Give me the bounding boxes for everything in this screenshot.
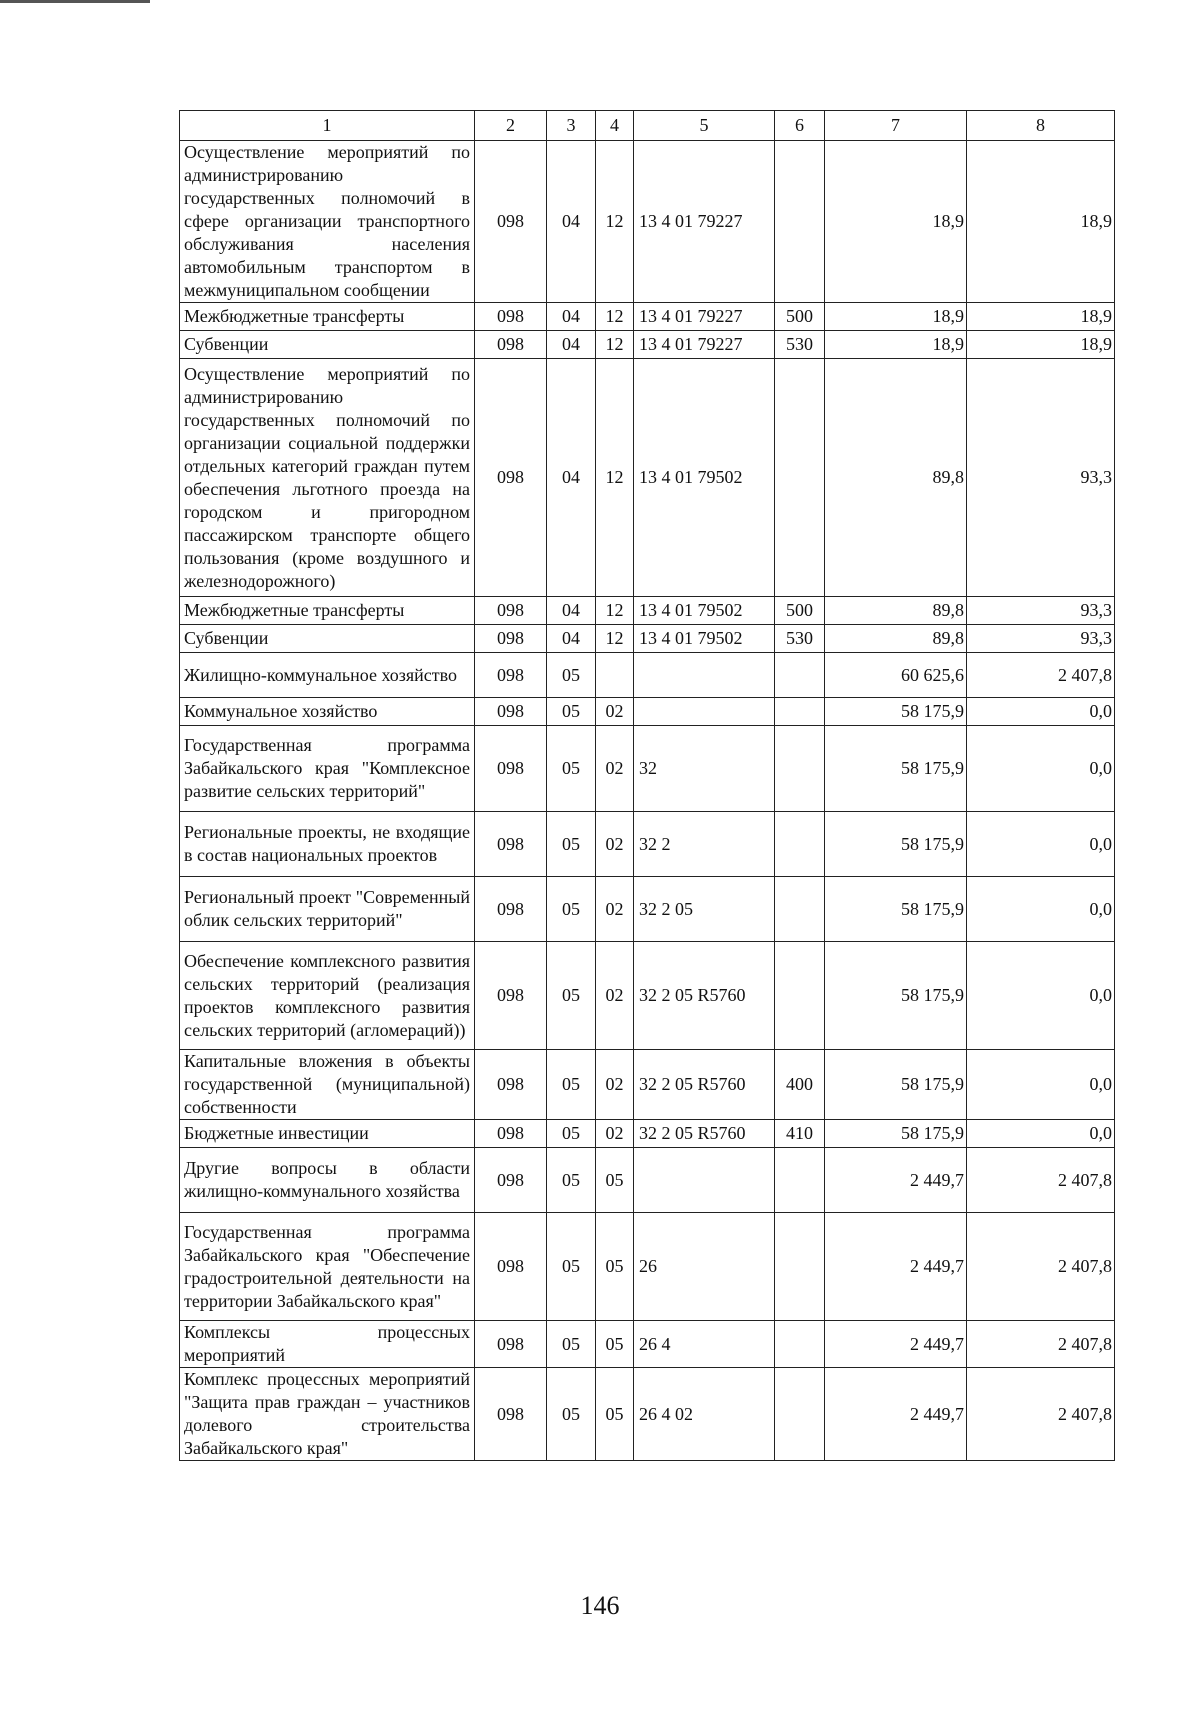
cell-amount-year-2: 2 407,8 xyxy=(967,1321,1115,1368)
cell-target-article: 26 4 xyxy=(634,1321,775,1368)
cell-description: Обеспечение комплексного развития сельских территорий (реализация проектов комплексного развития сельских территорий (агломераций)) xyxy=(180,942,475,1050)
table-row xyxy=(180,331,1115,359)
cell-expense-type xyxy=(775,141,825,303)
cell-subsection: 12 xyxy=(596,141,634,303)
cell-target-article xyxy=(634,698,775,726)
cell-ministry-code: 098 xyxy=(475,1213,547,1321)
cell-amount-year-2: 18,9 xyxy=(967,141,1115,303)
cell-expense-type xyxy=(775,1213,825,1321)
cell-subsection: 02 xyxy=(596,942,634,1050)
cell-subsection: 02 xyxy=(596,812,634,877)
cell-ministry-code: 098 xyxy=(475,625,547,653)
header-cell-2: 2 xyxy=(475,111,547,141)
cell-subsection: 05 xyxy=(596,1321,634,1368)
cell-amount-year-1: 2 449,7 xyxy=(825,1368,967,1461)
cell-amount-year-1: 18,9 xyxy=(825,141,967,303)
cell-amount-year-2: 18,9 xyxy=(967,331,1115,359)
cell-section: 05 xyxy=(547,1050,596,1120)
table-body xyxy=(180,141,1115,1461)
cell-description: Осуществление мероприятий по администрированию государственных полномочий в сфере организации транспортного обслуживания населения автомобильным транспортом в межмуниципальном сообщении xyxy=(180,141,475,303)
cell-ministry-code: 098 xyxy=(475,1120,547,1148)
cell-section: 05 xyxy=(547,1321,596,1368)
cell-subsection: 12 xyxy=(596,331,634,359)
cell-ministry-code: 098 xyxy=(475,726,547,812)
cell-description: Осуществление мероприятий по администрированию государственных полномочий по организации социальной поддержки отдельных категорий граждан путем обеспечения льготного проезда на городском и пригородном пассажирском транспорте общего пользования (кроме воздушного и железнодорожного) xyxy=(180,359,475,597)
cell-description: Региональные проекты, не входящие в состав национальных проектов xyxy=(180,812,475,877)
cell-description: Региональный проект "Современный облик сельских территорий" xyxy=(180,877,475,942)
cell-subsection: 12 xyxy=(596,625,634,653)
cell-target-article: 13 4 01 79227 xyxy=(634,303,775,331)
cell-target-article: 32 2 05 R5760 xyxy=(634,1120,775,1148)
cell-expense-type xyxy=(775,942,825,1050)
cell-amount-year-2: 0,0 xyxy=(967,877,1115,942)
cell-expense-type xyxy=(775,726,825,812)
cell-expense-type xyxy=(775,653,825,698)
cell-amount-year-1: 58 175,9 xyxy=(825,1050,967,1120)
cell-amount-year-1: 58 175,9 xyxy=(825,942,967,1050)
cell-ministry-code: 098 xyxy=(475,359,547,597)
cell-subsection: 05 xyxy=(596,1368,634,1461)
cell-description: Другие вопросы в области жилищно-коммунального хозяйства xyxy=(180,1148,475,1213)
cell-ministry-code: 098 xyxy=(475,877,547,942)
cell-amount-year-2: 93,3 xyxy=(967,625,1115,653)
cell-target-article: 13 4 01 79227 xyxy=(634,141,775,303)
table-row xyxy=(180,303,1115,331)
cell-ministry-code: 098 xyxy=(475,698,547,726)
cell-target-article: 32 2 05 R5760 xyxy=(634,1050,775,1120)
cell-amount-year-2: 0,0 xyxy=(967,942,1115,1050)
cell-target-article: 13 4 01 79502 xyxy=(634,625,775,653)
cell-ministry-code: 098 xyxy=(475,1321,547,1368)
cell-amount-year-1: 18,9 xyxy=(825,331,967,359)
cell-expense-type: 500 xyxy=(775,597,825,625)
cell-expense-type xyxy=(775,698,825,726)
cell-ministry-code: 098 xyxy=(475,303,547,331)
cell-description: Комплекс процессных мероприятий "Защита прав граждан – участников долевого строительства Забайкальского края" xyxy=(180,1368,475,1461)
cell-ministry-code: 098 xyxy=(475,653,547,698)
cell-amount-year-1: 2 449,7 xyxy=(825,1213,967,1321)
cell-amount-year-1: 89,8 xyxy=(825,597,967,625)
cell-description: Межбюджетные трансферты xyxy=(180,597,475,625)
cell-subsection: 12 xyxy=(596,359,634,597)
table-row xyxy=(180,1050,1115,1120)
cell-section: 04 xyxy=(547,359,596,597)
cell-section: 04 xyxy=(547,597,596,625)
cell-amount-year-1: 2 449,7 xyxy=(825,1321,967,1368)
table-row xyxy=(180,625,1115,653)
cell-target-article: 13 4 01 79227 xyxy=(634,331,775,359)
cell-expense-type: 410 xyxy=(775,1120,825,1148)
cell-amount-year-2: 0,0 xyxy=(967,1050,1115,1120)
cell-description: Субвенции xyxy=(180,625,475,653)
cell-expense-type xyxy=(775,877,825,942)
cell-section: 05 xyxy=(547,1368,596,1461)
cell-description: Бюджетные инвестиции xyxy=(180,1120,475,1148)
cell-amount-year-1: 89,8 xyxy=(825,625,967,653)
cell-section: 04 xyxy=(547,331,596,359)
cell-ministry-code: 098 xyxy=(475,812,547,877)
cell-section: 05 xyxy=(547,698,596,726)
cell-target-article: 32 2 05 xyxy=(634,877,775,942)
cell-expense-type xyxy=(775,1321,825,1368)
cell-subsection: 02 xyxy=(596,1120,634,1148)
cell-target-article: 32 2 05 R5760 xyxy=(634,942,775,1050)
cell-section: 05 xyxy=(547,653,596,698)
cell-section: 05 xyxy=(547,726,596,812)
table-row xyxy=(180,812,1115,877)
cell-target-article: 13 4 01 79502 xyxy=(634,359,775,597)
header-cell-1: 1 xyxy=(180,111,475,141)
table-row xyxy=(180,1148,1115,1213)
cell-target-article: 32 2 xyxy=(634,812,775,877)
cell-amount-year-2: 0,0 xyxy=(967,698,1115,726)
cell-description: Капитальные вложения в объекты государственной (муниципальной) собственности xyxy=(180,1050,475,1120)
cell-target-article xyxy=(634,1148,775,1213)
header-cell-4: 4 xyxy=(596,111,634,141)
table-row xyxy=(180,1120,1115,1148)
cell-ministry-code: 098 xyxy=(475,1148,547,1213)
cell-description: Межбюджетные трансферты xyxy=(180,303,475,331)
cell-ministry-code: 098 xyxy=(475,331,547,359)
table-row xyxy=(180,877,1115,942)
cell-amount-year-2: 2 407,8 xyxy=(967,1148,1115,1213)
cell-description: Государственная программа Забайкальского края "Обеспечение градостроительной деятельности на территории Забайкальского края" xyxy=(180,1213,475,1321)
table-row xyxy=(180,359,1115,597)
cell-section: 05 xyxy=(547,1148,596,1213)
cell-amount-year-2: 2 407,8 xyxy=(967,653,1115,698)
table-row xyxy=(180,942,1115,1050)
cell-target-article: 26 4 02 xyxy=(634,1368,775,1461)
cell-amount-year-1: 58 175,9 xyxy=(825,1120,967,1148)
cell-expense-type xyxy=(775,1148,825,1213)
cell-section: 05 xyxy=(547,877,596,942)
cell-expense-type xyxy=(775,359,825,597)
cell-amount-year-2: 0,0 xyxy=(967,812,1115,877)
cell-ministry-code: 098 xyxy=(475,597,547,625)
cell-ministry-code: 098 xyxy=(475,942,547,1050)
cell-subsection: 02 xyxy=(596,877,634,942)
cell-expense-type: 530 xyxy=(775,331,825,359)
cell-expense-type: 500 xyxy=(775,303,825,331)
cell-subsection: 05 xyxy=(596,1148,634,1213)
table-row xyxy=(180,597,1115,625)
table-row xyxy=(180,1213,1115,1321)
cell-amount-year-1: 58 175,9 xyxy=(825,726,967,812)
cell-ministry-code: 098 xyxy=(475,141,547,303)
cell-description: Государственная программа Забайкальского края "Комплексное развитие сельских территорий" xyxy=(180,726,475,812)
cell-description: Субвенции xyxy=(180,331,475,359)
page-number: 146 xyxy=(580,1591,620,1620)
cell-target-article xyxy=(634,653,775,698)
cell-amount-year-2: 18,9 xyxy=(967,303,1115,331)
cell-expense-type: 530 xyxy=(775,625,825,653)
cell-section: 04 xyxy=(547,625,596,653)
cell-amount-year-2: 2 407,8 xyxy=(967,1213,1115,1321)
cell-amount-year-1: 58 175,9 xyxy=(825,877,967,942)
table-header-row xyxy=(180,111,1115,141)
cell-amount-year-1: 58 175,9 xyxy=(825,812,967,877)
cell-section: 05 xyxy=(547,812,596,877)
cell-amount-year-2: 0,0 xyxy=(967,1120,1115,1148)
cell-ministry-code: 098 xyxy=(475,1368,547,1461)
header-cell-6: 6 xyxy=(775,111,825,141)
table-row xyxy=(180,1368,1115,1461)
table-row xyxy=(180,653,1115,698)
table-row xyxy=(180,726,1115,812)
cell-subsection: 02 xyxy=(596,1050,634,1120)
cell-amount-year-2: 93,3 xyxy=(967,597,1115,625)
cell-expense-type xyxy=(775,812,825,877)
cell-subsection: 05 xyxy=(596,1213,634,1321)
scan-artifact-line xyxy=(0,0,150,3)
header-cell-8: 8 xyxy=(967,111,1115,141)
cell-amount-year-1: 2 449,7 xyxy=(825,1148,967,1213)
cell-section: 05 xyxy=(547,1213,596,1321)
cell-subsection xyxy=(596,653,634,698)
cell-target-article: 13 4 01 79502 xyxy=(634,597,775,625)
cell-amount-year-1: 89,8 xyxy=(825,359,967,597)
budget-table xyxy=(179,110,1115,1461)
cell-target-article: 26 xyxy=(634,1213,775,1321)
cell-section: 04 xyxy=(547,303,596,331)
cell-subsection: 02 xyxy=(596,726,634,812)
cell-section: 04 xyxy=(547,141,596,303)
cell-amount-year-1: 18,9 xyxy=(825,303,967,331)
cell-subsection: 02 xyxy=(596,698,634,726)
cell-amount-year-2: 93,3 xyxy=(967,359,1115,597)
cell-amount-year-2: 0,0 xyxy=(967,726,1115,812)
cell-subsection: 12 xyxy=(596,303,634,331)
cell-amount-year-2: 2 407,8 xyxy=(967,1368,1115,1461)
cell-subsection: 12 xyxy=(596,597,634,625)
cell-expense-type: 400 xyxy=(775,1050,825,1120)
table-row xyxy=(180,698,1115,726)
cell-target-article: 32 xyxy=(634,726,775,812)
table-row xyxy=(180,141,1115,303)
cell-description: Комплексы процессных мероприятий xyxy=(180,1321,475,1368)
cell-amount-year-1: 58 175,9 xyxy=(825,698,967,726)
cell-description: Коммунальное хозяйство xyxy=(180,698,475,726)
cell-description: Жилищно-коммунальное хозяйство xyxy=(180,653,475,698)
cell-amount-year-1: 60 625,6 xyxy=(825,653,967,698)
table-row xyxy=(180,1321,1115,1368)
cell-ministry-code: 098 xyxy=(475,1050,547,1120)
cell-section: 05 xyxy=(547,942,596,1050)
cell-expense-type xyxy=(775,1368,825,1461)
header-cell-3: 3 xyxy=(547,111,596,141)
header-cell-7: 7 xyxy=(825,111,967,141)
cell-section: 05 xyxy=(547,1120,596,1148)
header-cell-5: 5 xyxy=(634,111,775,141)
